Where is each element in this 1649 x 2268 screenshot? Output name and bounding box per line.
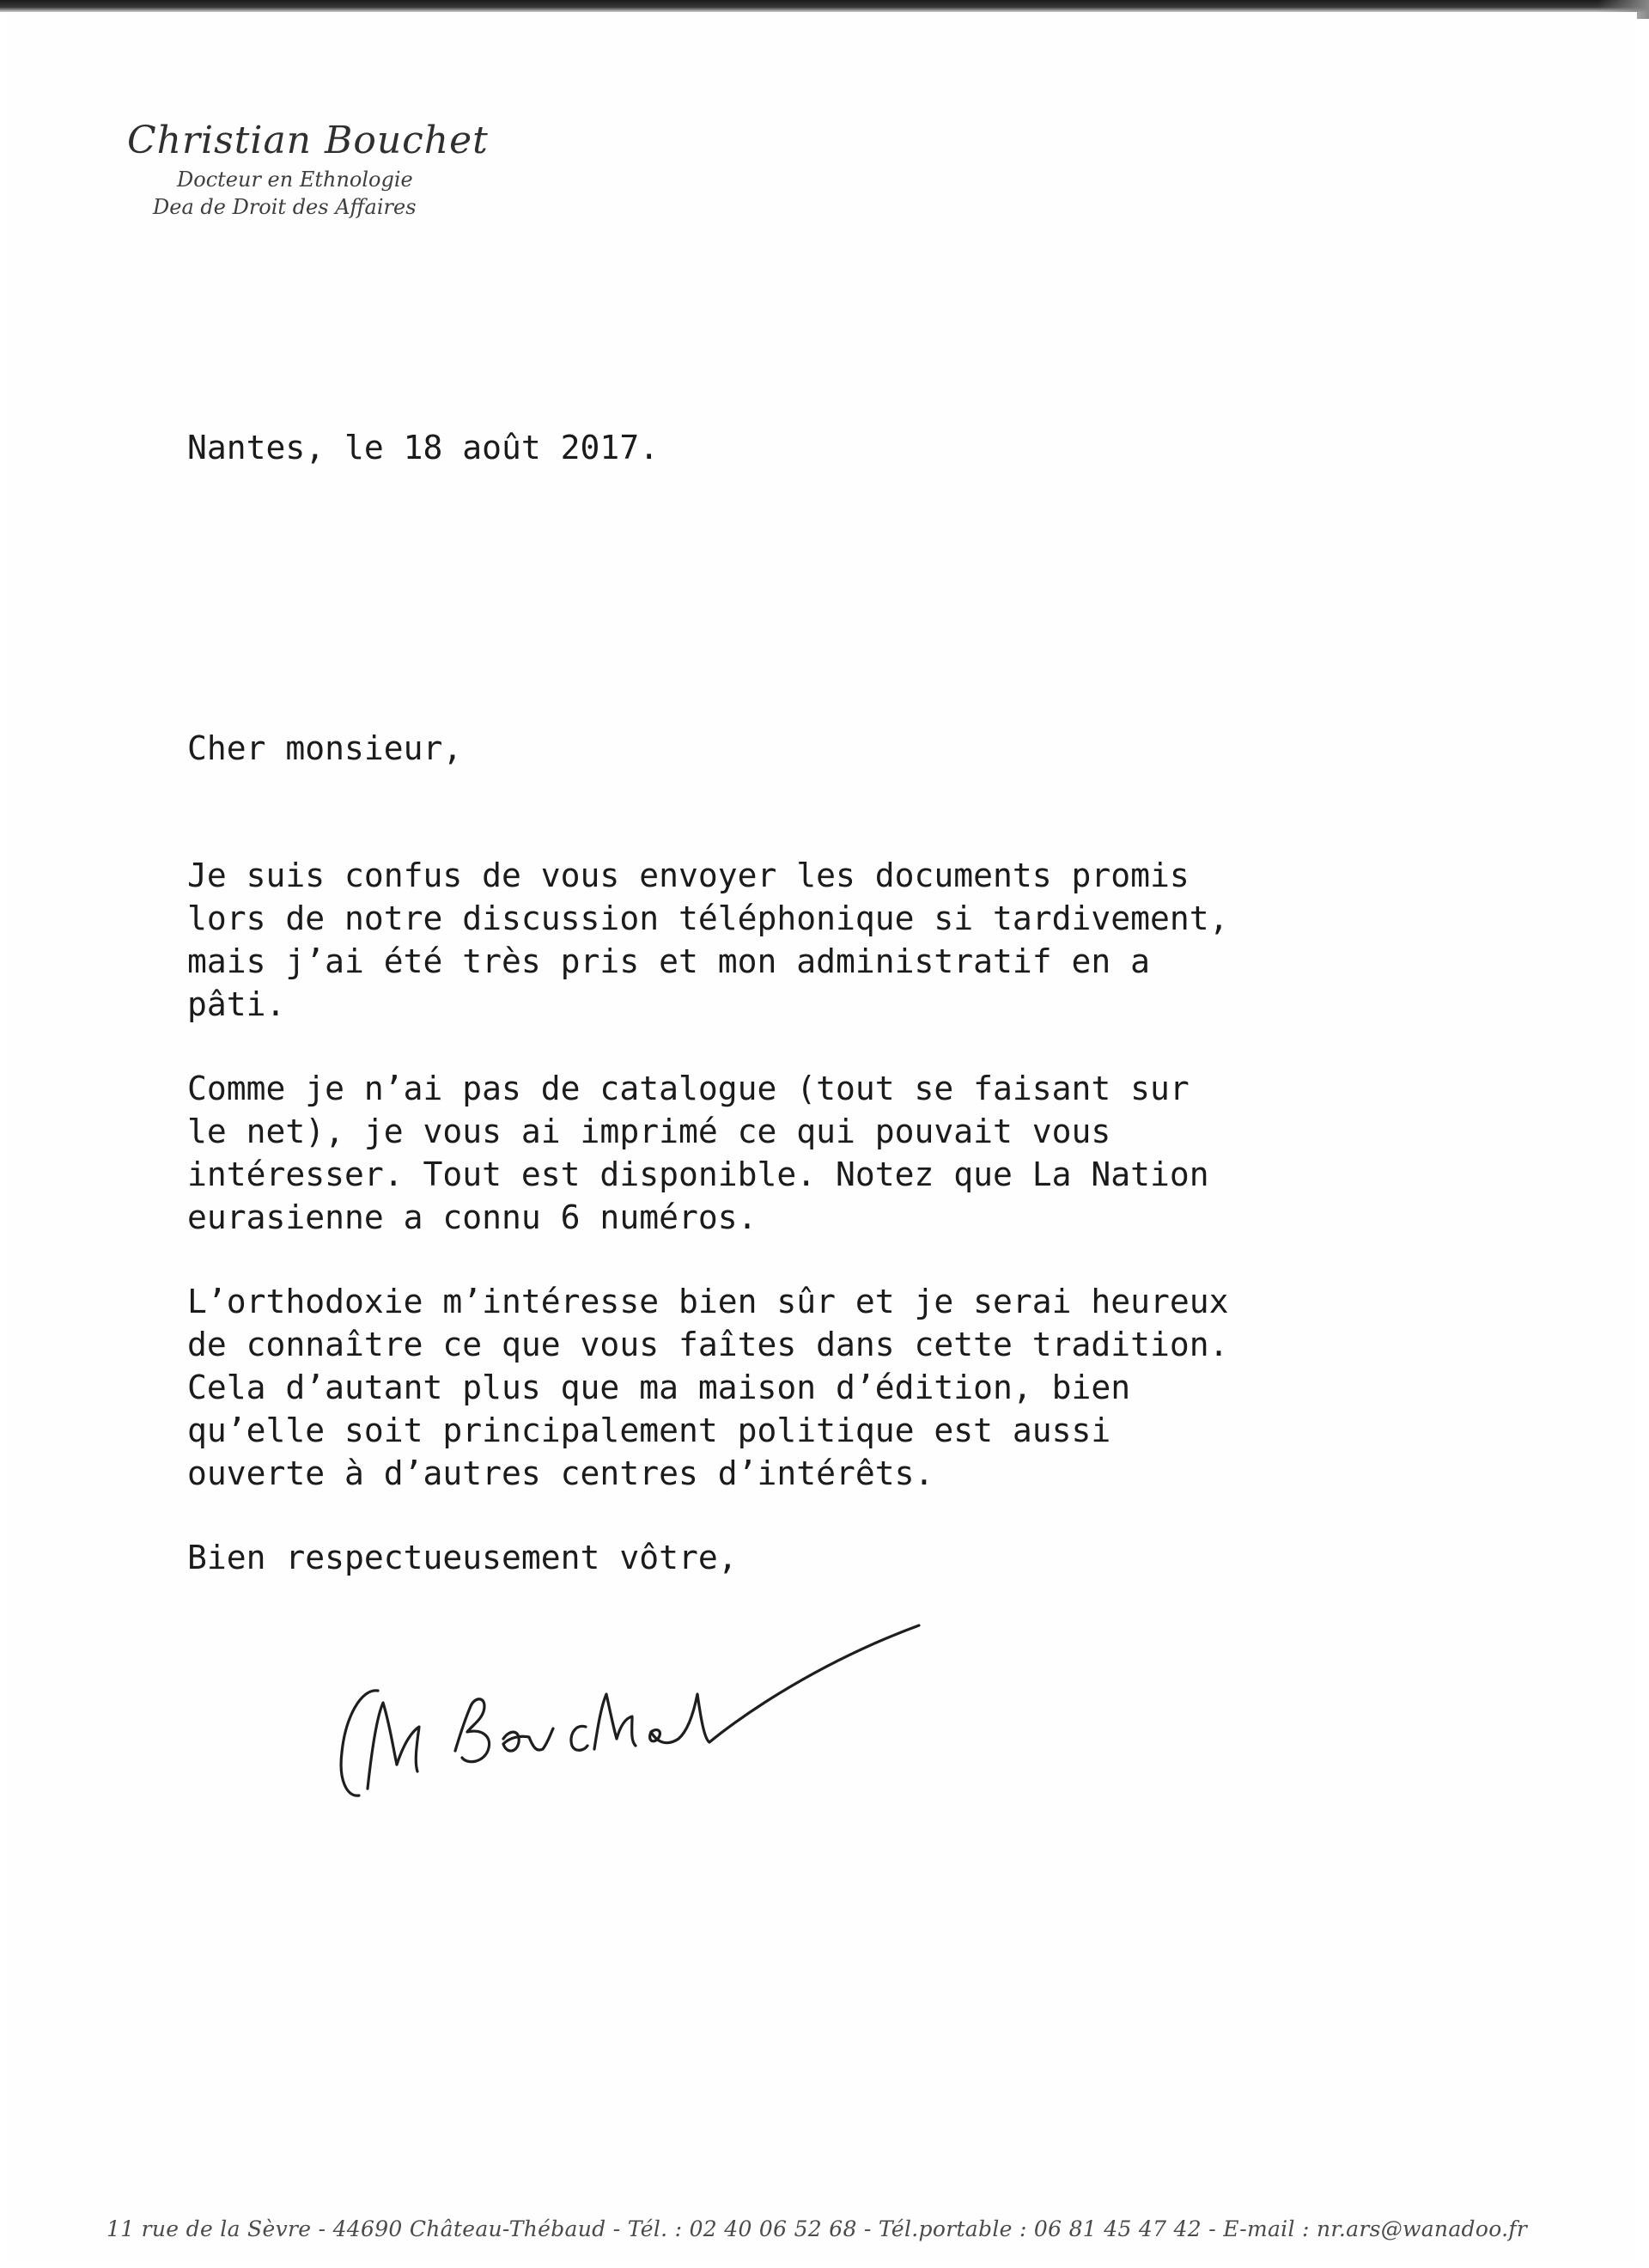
letterhead-title-ethnology: Docteur en Ethnologie [177,168,413,192]
letter-paragraph: Je suis confus de vous envoyer les documents promis lors de notre discussion téléphonique si tardivement, mais j’ai été très pris et mon administratif en a pâti. [187,857,1229,1023]
letterhead-name: Christian Bouchet [127,119,489,162]
letter-paragraph: L’orthodoxie m’intéresse bien sûr et je serai heureux de connaître ce que vous faîtes dans cette tradition. Cela d’autant plus que ma maison d’édition, bien qu’elle soit principalement politique est aussi ouverte à d’autres centres d’intérêts. [187,1283,1229,1492]
letter-closing: Bien respectueusement vôtre, [187,1539,738,1576]
letter-footer-contact: 11 rue de la Sèvre - 44690 Château-Thébaud - Tél. : 02 40 06 52 68 - Tél.portable : 06 81 45 47 42 - E-mail : nr.ars@wanadoo.fr [106,2216,1528,2241]
letter-salutation: Cher monsieur, [187,729,463,767]
handwritten-signature [326,1581,945,1813]
letter-date: Nantes, le 18 août 2017. [187,429,660,466]
letter-paragraph: Comme je n’ai pas de catalogue (tout se faisant sur le net), je vous ai imprimé ce qui pouvait vous intéresser. Tout est disponible. Notez que La Nation eurasienne a connu 6 numéros. [187,1070,1209,1236]
scan-edge [0,0,1649,12]
letterhead-title-law: Dea de Droit des Affaires [153,195,417,219]
letterhead [127,119,574,219]
